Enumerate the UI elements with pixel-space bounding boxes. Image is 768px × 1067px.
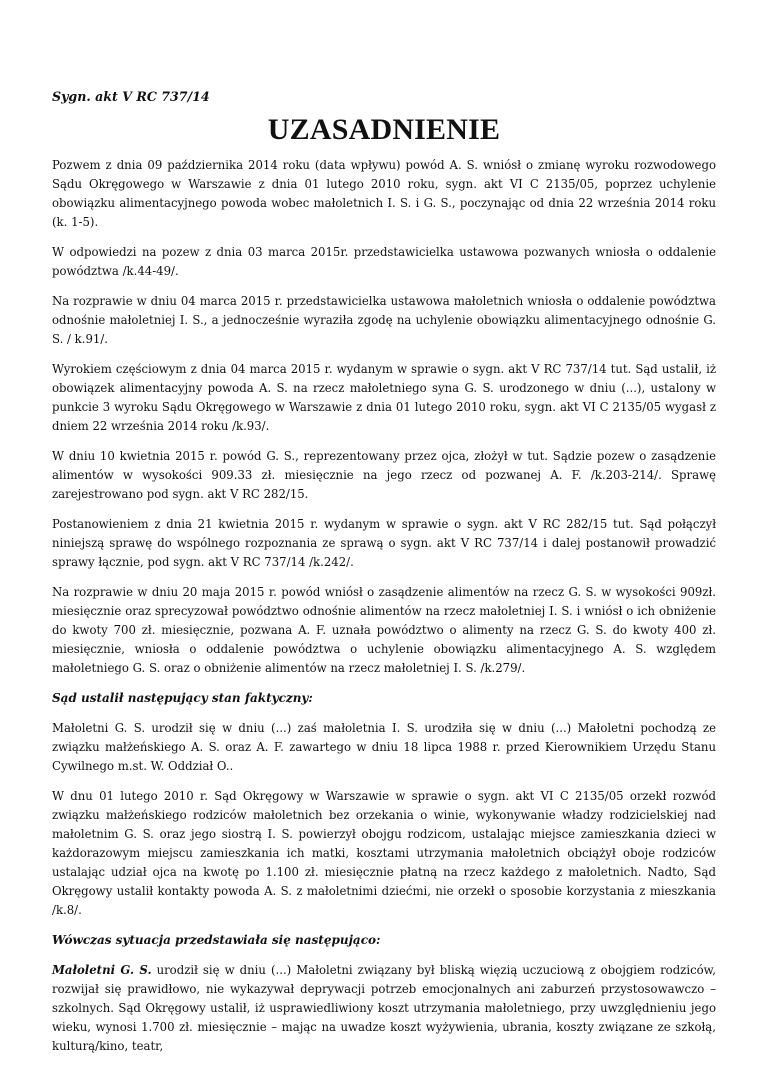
paragraph-lead: Małoletni G. S. (52, 963, 152, 977)
case-signature: Sygn. akt V RC 737/14 (52, 89, 210, 104)
paragraph: Wyrokiem częściowym z dnia 04 marca 2015 r. wydanym w sprawie o sygn. akt V RC 737/14 tut. Sąd ustalił, iż obowiązek alimentacyjny powoda A. S. na rzecz małoletniego syna G. S. urodzonego w dniu (...), ustalony w punkcie 3 wyroku Sądu Okręgowego w Warszawie z dnia 01 lutego 2010 roku, sygn. akt VI C 2135/05 wygasł z dniem 22 września 2014 roku /k.93/. (52, 362, 716, 433)
paragraph: Małoletni G. S. urodził się w dniu (...) zaś małoletnia I. S. urodziła się w dniu (...) Małoletni pochodzą ze związku małżeńskiego A. S. oraz A. F. zawartego w dniu 18 lipca 1988 r. przed Kierownikiem Urzędu Stanu Cywilnego m.st. W. Oddział O.. (52, 721, 716, 773)
document-title: UZASADNIENIE (267, 113, 501, 146)
paragraph: W dniu 10 kwietnia 2015 r. powód G. S., reprezentowany przez ojca, złożył w tut. Sądzie pozew o zasądzenie alimentów w wysokości 909.33 zł. miesięcznie na jego rzecz od pozwanej A. F. /k.203-214/. Sprawę zarejestrowano pod sygn. akt V RC 282/15. (52, 449, 716, 501)
paragraph: Na rozprawie w dniu 04 marca 2015 r. przedstawicielka ustawowa małoletnich wniosła o oddalenie powództwa odnośnie małoletniej I. S., a jednocześnie wyraziła zgodę na uchylenie obowiązku alimentacyjnego odnośnie G. S. / k.91/. (52, 294, 716, 346)
paragraph: Pozwem z dnia 09 października 2014 roku (data wpływu) powód A. S. wniósł o zmianę wyroku rozwodowego Sądu Okręgowego w Warszawie z dnia 01 lutego 2010 roku, sygn. akt VI C 2135/05, poprzez uchylenie obowiązku alimentacyjnego powoda wobec małoletnich I. S. i G. S., poczynając od dnia 22 września 2014 roku (k. 1-5). (52, 158, 716, 229)
paragraph-minor-g-s (52, 961, 716, 1056)
paragraph: W dnu 01 lutego 2010 r. Sąd Okręgowy w Warszawie w sprawie o sygn. akt VI C 2135/05 orzekł rozwód związku małżeńskiego rodziców małoletnich bez orzekania o winie, wykonywanie władzy rodzicielskiej nad małoletnim G. S. oraz jego siostrą I. S. powierzył obojgu rodzicom, ustalając miejsce zamieszkania dzieci w każdorazowym miejscu zamieszkania ich matki, kosztami utrzymania małoletnich obciążył oboje rodziców ustalając udział ojca na kwotę po 1.100 zł. miesięcznie płatną na rzecz każdego z małoletnich. Nadto, Sąd Okręgowy ustalił kontakty powoda A. S. z małoletnimi dziećmi, nie orzekł o sposobie korzystania z mieszkania /k.8/. (52, 789, 716, 917)
paragraph: W odpowiedzi na pozew z dnia 03 marca 2015r. przedstawicielka ustawowa pozwanych wniosła o oddalenie powództwa /k.44-49/. (52, 245, 716, 278)
document-page (52, 88, 716, 1067)
paragraph: Postanowieniem z dnia 21 kwietnia 2015 r. wydanym w sprawie o sygn. akt V RC 282/15 tut. Sąd połączył niniejszą sprawę do wspólnego rozpoznania ze sprawą o sygn. akt V RC 737/14 i dalej postanowił prowadzić sprawy łącznie, pod sygn. akt V RC 737/14 /k.242/. (52, 517, 716, 569)
paragraph-body: urodził się w dniu (...) Małoletni związany był bliską więzią uczuciową z obojgiem rodziców, rozwijał się prawidłowo, nie wykazywał deprywacji potrzeb emocjonalnych ani zaburzeń przystosowawczo – szkolnych. Sąd Okręgowy ustalił, iż usprawiedliwiony koszt utrzymania małoletniego, przy uwzględnieniu jego wieku, wynosi 1.700 zł. miesięcznie – mając na uwadze koszt wyżywienia, ubrania, koszty związane ze szkołą, kulturą/kino, teatr, (52, 963, 716, 1053)
paragraph: Na rozprawie w dniu 20 maja 2015 r. powód wniósł o zasądzenie alimentów na rzecz G. S. w wysokości 909zł. miesięcznie oraz sprecyzował powództwo odnośnie alimentów na rzecz małoletniej I. S. i wniósł o ich obniżenie do kwoty 700 zł. miesięcznie, pozwana A. F. uznała powództwo o alimenty na rzecz G. S. do kwoty 400 zł. miesięcznie, wniosła o oddalenie powództwa o uchylenie obowiązku alimentacyjnego A. S. względem małoletniego G. S. oraz o obniżenie alimentów na rzecz małoletniej I. S. /k.279/. (52, 585, 716, 675)
section-heading-facts: Sąd ustalił następujący stan faktyczny: (52, 691, 313, 705)
section-heading-situation: Wówczas sytuacja przedstawiała się następująco: (52, 933, 381, 947)
